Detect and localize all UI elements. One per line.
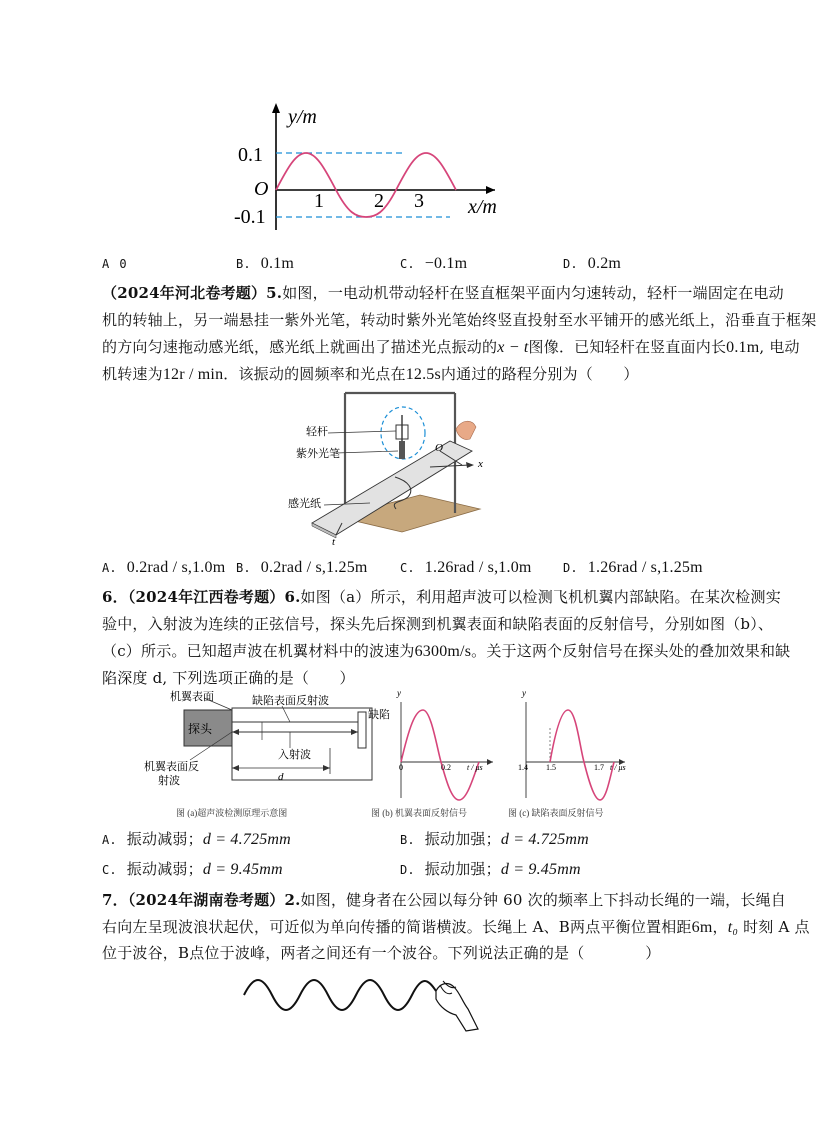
q6-line-3: （c）所示。已知超声波在机翼材料中的波速为6300m/s。关于这两个反射信号在探头处的叠加效果和缺	[102, 642, 791, 660]
q6-option-d[interactable]: D. 振动加强；d = 9.45mm	[400, 860, 581, 878]
q7-line-3: 位于波谷，B点位于波峰，两者之间还有一个波谷。下列说法正确的是（ ）	[102, 944, 661, 962]
label-o: O	[435, 442, 443, 454]
y-axis-label: y/m	[288, 106, 317, 128]
signal-c	[550, 710, 614, 800]
svg-text:y: y	[397, 688, 401, 698]
label-incident: 入射波	[278, 749, 311, 761]
svg-text:y: y	[522, 688, 526, 698]
x-tick-1: 1	[314, 190, 324, 212]
q6-line-1: 6．（2024年江西卷考题）6.如图（a）所示，利用超声波可以检测飞机机翼内部缺陷。在某次检测实	[102, 588, 781, 606]
q6-figure-c	[510, 688, 635, 823]
label-defect: 缺陷	[368, 709, 390, 721]
q5-option-c[interactable]: C. 1.26rad / s,1.0m	[400, 559, 532, 576]
q6-option-a[interactable]: A. 振动减弱；d = 4.725mm	[102, 830, 291, 848]
label-surface-wave-1: 机翼表面反	[144, 761, 199, 773]
q5-line-4: 机转速为12r / min．该振动的圆频率和光点在12.5s内通过的路程分别为（ ）	[102, 365, 639, 383]
svg-text:1.7: 1.7	[594, 763, 604, 772]
x-tick-2: 2	[374, 190, 384, 212]
label-rod: 轻杆	[306, 426, 328, 438]
label-defect-wave: 缺陷表面反射波	[252, 695, 329, 707]
svg-text:0: 0	[399, 763, 403, 772]
q7-rope-figure	[240, 965, 490, 1035]
x-axis-label: x/m	[468, 196, 497, 218]
q5-option-a[interactable]: A. 0.2rad / s,1.0m	[102, 559, 226, 576]
hand-icon	[436, 984, 478, 1031]
q7-line-1: 7．（2024年湖南卷考题）2.如图，健身者在公园以每分钟 60 次的频率上下抖动长绳的一端，长绳自	[102, 891, 786, 909]
label-d: d	[278, 771, 284, 783]
x-tick-3: 3	[414, 190, 424, 212]
q5-apparatus-figure	[288, 385, 510, 548]
q6-option-c[interactable]: C. 振动减弱；d = 9.45mm	[102, 860, 283, 878]
q4-option-b[interactable]: B. 0.1m	[236, 255, 295, 272]
origin-label: O	[254, 178, 269, 200]
caption-a: 图 (a)超声波检测原理示意图	[176, 808, 288, 818]
label-wing-surface: 机翼表面	[170, 691, 214, 703]
y-top-label: 0.1	[238, 144, 263, 166]
svg-text:1.5: 1.5	[546, 763, 556, 772]
q4-option-d[interactable]: D. 0.2m	[563, 255, 622, 272]
svg-text:t / μs: t / μs	[467, 763, 483, 772]
q5-line-3: 的方向匀速拖动感光纸，感光纸上就画出了描述光点振动的x − t图像．已知轻杆在竖直面内长0.1m, 电动	[102, 338, 800, 356]
y-bottom-label: -0.1	[234, 206, 266, 228]
label-x: x	[478, 458, 483, 470]
q4-wave-graph	[230, 95, 520, 235]
label-t: t	[332, 536, 336, 548]
q6-figure-a	[140, 688, 390, 823]
q5-line-2: 机的转轴上，另一端悬挂一紫外光笔，转动时紫外光笔始终竖直投射至水平铺开的感光纸上，沿垂直于框架	[102, 311, 816, 329]
caption-b: 图 (b) 机翼表面反射信号	[371, 808, 467, 818]
label-paper: 感光纸	[288, 498, 321, 510]
q5-line-1: （2024年河北卷考题）5.如图，一电动机带动轻杆在竖直框架平面内匀速转动，轻杆一端固定在电动	[102, 284, 784, 302]
svg-text:0.2: 0.2	[441, 763, 451, 772]
q6-option-b[interactable]: B. 振动加强；d = 4.725mm	[400, 830, 589, 848]
label-probe: 探头	[188, 722, 213, 736]
q5-option-d[interactable]: D. 1.26rad / s,1.25m	[563, 559, 703, 576]
q6-line-2: 验中，入射波为连续的正弦信号，探头先后探测到机翼表面和缺陷表面的反射信号，分别如图（b）、	[102, 615, 774, 633]
svg-text:t / μs: t / μs	[610, 763, 626, 772]
rope-wave	[244, 980, 436, 1010]
q7-line-2: 右向左呈现波浪状起伏，可近似为单向传播的简谐横波。长绳上 A、B两点平衡位置相距6m，t₀ 时刻 A 点	[102, 918, 810, 936]
signal-b	[401, 710, 479, 800]
caption-c: 图 (c) 缺陷表面反射信号	[508, 808, 604, 818]
q4-option-c[interactable]: C. −0.1m	[400, 255, 468, 272]
q4-option-a[interactable]: A 0	[102, 257, 127, 271]
label-surface-wave-2: 射波	[158, 775, 180, 787]
q5-option-b[interactable]: B. 0.2rad / s,1.25m	[236, 559, 368, 576]
sine-curve	[276, 153, 456, 217]
svg-text:1.4: 1.4	[518, 763, 528, 772]
label-uv-pen: 紫外光笔	[296, 448, 340, 460]
q6-line-4: 陷深度 d, 下列选项正确的是（ ）	[102, 669, 355, 687]
